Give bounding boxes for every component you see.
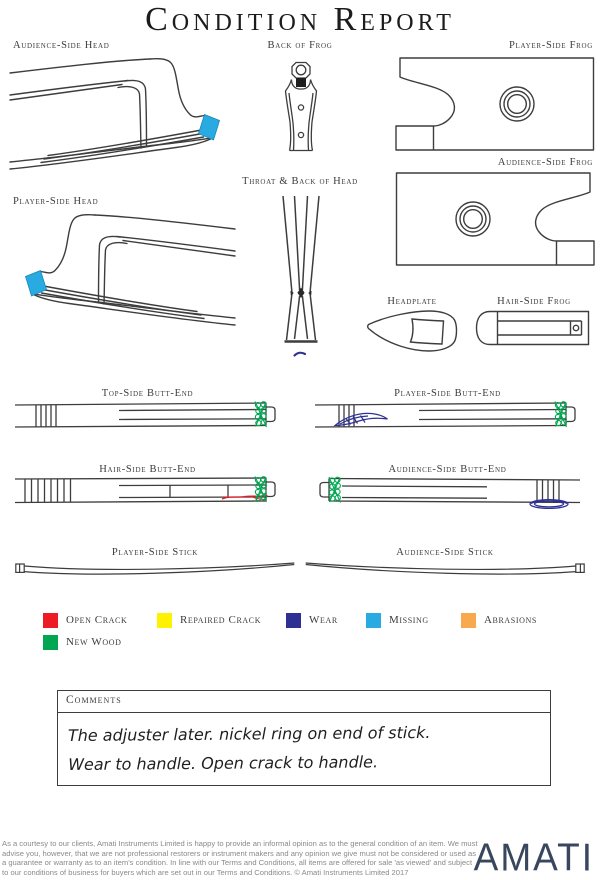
label-throat-back-of-head: Throat & Back of Head (242, 176, 358, 187)
audience-side-butt-end-drawing (315, 473, 580, 511)
open-crack-swatch (43, 613, 58, 628)
wear-swatch (286, 613, 301, 628)
label-top-side-butt-end: Top-Side Butt-End (101, 388, 194, 399)
audience-side-frog-drawing (393, 170, 597, 268)
missing-marking-head-tip (199, 115, 220, 141)
hair-side-butt-end-drawing (15, 473, 280, 511)
disclaimer-text: As a courtesy to our clients, Amati Instruments Limited is happy to provide an informal opinion as to the general condition of an item. We must advise you, however, that we are not professional restorers or instrument makers and any opinion we give must not be considered or used as a guarantee or warranty as to an item's condition. In line with our Terms and Conditions, all items are offered for sale 'as viewed' and subject to our conditions of business for buyers which are set out in our Terms and Conditions. © Amati Instruments Limited 2017 (2, 839, 478, 877)
missing-marking-head-tip (26, 271, 47, 297)
legend-item-repaired-crack (157, 612, 261, 628)
headplate-drawing (366, 307, 458, 355)
repaired-crack-swatch (157, 613, 172, 628)
legend-label: Open Crack (66, 614, 128, 626)
label-hair-side-frog: Hair-Side Frog (497, 296, 571, 307)
comments-text (58, 711, 551, 779)
top-side-butt-end-drawing (15, 398, 280, 436)
legend-item-new-wood (43, 634, 121, 650)
legend-label: Repaired Crack (180, 614, 262, 626)
player-side-stick-drawing (15, 558, 295, 578)
new-wood-marking (329, 477, 341, 503)
audience-side-head-drawing (10, 54, 235, 172)
label-player-side-stick: Player-Side Stick (111, 547, 199, 558)
player-side-head-drawing (10, 210, 235, 328)
page-title: Condition Report (145, 1, 455, 38)
label-player-side-head: Player-Side Head (13, 196, 99, 207)
wear-marking-handle (335, 413, 388, 425)
new-wood-marking (255, 477, 267, 503)
amati-logo: AMATI (473, 836, 594, 879)
missing-swatch (366, 613, 381, 628)
label-audience-side-stick: Audience-Side Stick (396, 547, 494, 558)
comments-box (57, 690, 551, 786)
player-side-butt-end-drawing (315, 398, 580, 436)
legend-item-abrasions (461, 612, 537, 628)
new-wood-marking (255, 402, 267, 428)
legend-label: New Wood (66, 636, 122, 648)
abrasions-swatch (461, 613, 476, 628)
new-wood-swatch (43, 635, 58, 650)
label-player-side-frog: Player-Side Frog (509, 40, 593, 51)
legend-label: Wear (309, 614, 338, 626)
label-headplate: Headplate (387, 296, 437, 307)
label-player-side-butt-end: Player-Side Butt-End (394, 388, 501, 399)
legend-item-open-crack (43, 612, 127, 628)
player-side-frog-drawing (393, 55, 597, 153)
back-of-frog-drawing (272, 60, 330, 158)
new-wood-marking (555, 402, 567, 428)
label-audience-side-head: Audience-Side Head (13, 40, 110, 51)
audience-side-stick-drawing (305, 558, 585, 578)
label-hair-side-butt-end: Hair-Side Butt-End (99, 464, 196, 475)
legend-item-wear (286, 612, 338, 628)
wear-marking-throat (295, 353, 306, 356)
comments-header: Comments (58, 691, 550, 713)
comments-line: The adjuster later. nickel ring on end of stick. (67, 722, 431, 746)
throat-back-of-head-drawing (272, 190, 330, 362)
label-audience-side-butt-end: Audience-Side Butt-End (388, 464, 507, 475)
legend-item-missing (366, 612, 429, 628)
legend-label: Abrasions (484, 614, 537, 626)
legend-label: Missing (389, 614, 429, 626)
label-back-of-frog: Back of Frog (267, 40, 333, 51)
wear-marking (530, 500, 568, 509)
comments-line: Wear to handle. Open crack to handle. (68, 752, 379, 775)
label-audience-side-frog: Audience-Side Frog (497, 157, 593, 168)
hair-side-frog-drawing (474, 310, 592, 346)
